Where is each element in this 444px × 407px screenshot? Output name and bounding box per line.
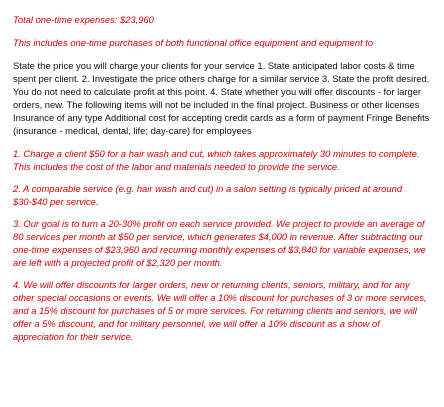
answer-2: 2. A comparable service (e.g. hair wash and cut) in a salon setting is typically priced at around $30-$40 per service. — [13, 183, 403, 207]
answer-3: 3. Our goal is to turn a 20-30% profit on each service provided. We project to provide an average of 80 services per month at $50 per service, which generates $4,000 in revenue. After subtracting our one-time expenses of $23,960 and recurring monthly expenses of $3,840 for variable expenses, we are left with a projected profit of $2,320 per month. — [13, 218, 426, 268]
answer-1: 1. Charge a client $50 for a hair wash and cut, which takes approximately 30 minutes to complete. This includes the cost of the labor and materials needed to provide the service. — [13, 148, 420, 172]
instructions-paragraph: State the price you will charge your clients for your service 1. State anticipated labor costs & time spent per client. 2. Investigate the price others charge for a similar service 3. State the profit desired. You do not need to calculate profit at this point. 4. State whether you will offer discounts - for larger orders, new. The following items will not be included in the final project. Business or other licenses Insurance of any type Additional cost for accepting credit cards as a form of payment Fringe Benefits (insurance - medical, dental, life; day-care) for employees — [13, 60, 430, 136]
total-expenses-line: Total one-time expenses: $23,960 — [13, 14, 154, 25]
document-body — [13, 13, 433, 352]
answer-4: 4. We will offer discounts for larger orders, new or returning clients, seniors, military, and for any other special occasions or events. We will offer a 10% discount for purchases of 3 or more services, and a 15% discount for purchases of 5 or more services. For returning clients and seniors, we will offer a 5% discount, and for military personnel, we will offer a 10% discount as a show of appreciation for their service. — [13, 279, 427, 342]
intro-line: This includes one-time purchases of both functional office equipment and equipment to — [13, 37, 374, 48]
